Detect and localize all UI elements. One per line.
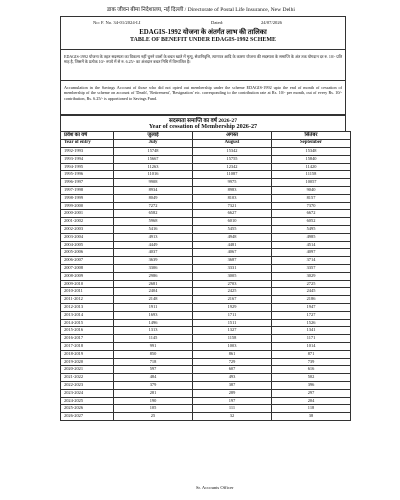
table-row (61, 272, 351, 280)
table-row (61, 171, 351, 179)
august-value-cell: 4067 (193, 249, 272, 257)
table-row (61, 210, 351, 218)
august-value-cell: 3005 (193, 272, 272, 280)
july-value-cell: 2986 (114, 272, 193, 280)
title-english: TABLE OF BENEFIT UNDER EDAGIS-1992 SCHEME (129, 37, 277, 43)
august-value-cell: 15342 (193, 148, 272, 156)
september-value-cell: 204 (272, 397, 351, 405)
july-value-cell: 4913 (114, 233, 193, 241)
table-row (61, 241, 351, 249)
table-row (61, 148, 351, 156)
july-value-cell: 8049 (114, 194, 193, 202)
table-row (61, 296, 351, 304)
september-value-cell: 6672 (272, 210, 351, 218)
july-value-cell: 5416 (114, 225, 193, 233)
september-value-cell: 739 (272, 358, 351, 366)
table-row (61, 233, 351, 241)
year-of-entry-cell: 2024-2025 (61, 397, 114, 405)
table-body (61, 148, 351, 421)
august-value-cell: 1711 (193, 311, 272, 319)
july-value-cell: 718 (114, 358, 193, 366)
year-of-entry-cell: 2026-2027 (61, 413, 114, 421)
august-value-cell: 6010 (193, 218, 272, 226)
year-of-entry-cell: 1993-1994 (61, 155, 114, 163)
august-value-cell: 2167 (193, 296, 272, 304)
august-value-cell: 1327 (193, 327, 272, 335)
august-value-cell: 12342 (193, 163, 272, 171)
september-value-cell: 7370 (272, 202, 351, 210)
july-value-cell: 1496 (114, 319, 193, 327)
table-caption-box (60, 114, 346, 132)
september-value-cell: 6052 (272, 218, 351, 226)
july-value-cell: 11263 (114, 163, 193, 171)
year-of-entry-cell: 2012-2013 (61, 303, 114, 311)
year-of-entry-cell: 2025-2026 (61, 405, 114, 413)
year-of-entry-cell: 2010-2011 (61, 288, 114, 296)
august-value-cell: 1929 (193, 303, 272, 311)
august-value-cell: 8103 (193, 194, 272, 202)
year-of-entry-cell: 1999-2000 (61, 202, 114, 210)
year-of-entry-cell: 2015-2016 (61, 327, 114, 335)
july-value-cell: 1313 (114, 327, 193, 335)
header-july-hindi: जुलाई (114, 132, 193, 140)
year-of-entry-cell: 2007-2008 (61, 264, 114, 272)
table-header-english (61, 140, 351, 148)
table-row (61, 405, 351, 413)
august-value-cell: 493 (193, 374, 272, 382)
year-of-entry-cell: 2000-2001 (61, 210, 114, 218)
header-year-hindi: प्रवेश का वर्ष (61, 132, 114, 140)
year-of-entry-cell: 2023-2024 (61, 389, 114, 397)
table-row (61, 327, 351, 335)
september-value-cell: 871 (272, 350, 351, 358)
year-of-entry-cell: 1995-1996 (61, 171, 114, 179)
september-value-cell: 616 (272, 366, 351, 374)
table-row (61, 218, 351, 226)
august-value-cell: 4948 (193, 233, 272, 241)
year-of-entry-cell: 2019-2020 (61, 358, 114, 366)
july-value-cell: 281 (114, 389, 193, 397)
august-value-cell: 111 (193, 405, 272, 413)
july-value-cell: 1911 (114, 303, 193, 311)
table-row (61, 319, 351, 327)
table-header-hindi (61, 132, 351, 140)
year-of-entry-cell: 1996-1997 (61, 179, 114, 187)
header-year-of-entry: Year of entry (61, 140, 114, 148)
july-value-cell: 379 (114, 381, 193, 389)
september-value-cell: 297 (272, 389, 351, 397)
hindi-paragraph-box (60, 49, 346, 81)
september-value-cell: 3714 (272, 257, 351, 265)
august-value-cell: 32 (193, 413, 272, 421)
signatory: Sr. Accounts Officer (196, 485, 234, 490)
title-hindi: EDAGIS-1992 योजना के अंतर्गत लाभ की तालिका (139, 29, 267, 36)
table-row (61, 280, 351, 288)
year-of-entry-cell: 2017-2018 (61, 342, 114, 350)
year-of-entry-cell: 2013-2014 (61, 311, 114, 319)
year-of-entry-cell: 1997-1998 (61, 186, 114, 194)
september-value-cell: 38 (272, 413, 351, 421)
august-value-cell: 607 (193, 366, 272, 374)
september-value-cell: 1171 (272, 335, 351, 343)
year-of-entry-cell: 2009-2010 (61, 280, 114, 288)
july-value-cell: 3639 (114, 257, 193, 265)
table-row (61, 342, 351, 350)
september-value-cell: 2725 (272, 280, 351, 288)
august-value-cell: 1158 (193, 335, 272, 343)
july-value-cell: 15748 (114, 148, 193, 156)
august-value-cell: 729 (193, 358, 272, 366)
table-row (61, 163, 351, 171)
table-row (61, 335, 351, 343)
year-of-entry-cell: 2004-2005 (61, 241, 114, 249)
september-value-cell: 2186 (272, 296, 351, 304)
table-row (61, 374, 351, 382)
september-value-cell: 10057 (272, 179, 351, 187)
hindi-paragraph: EDAGIS-1992 योजना के तहत सदस्यता का विकल्प नहीं चुनने वालों के बचत खाते में मृत्यु, सेवानिवृत्ति, त्यागपत्र आदि के कारण योजना की सदस्यता के समाप्ति के अंत तक योगदान दर रु. 10/- प्रति माह है, जिसमें के प्रत्येक 10/- रुपये में से रु. 6.25/- का अंशदान बचत निधि में विभाजित है। (64, 54, 342, 64)
september-value-cell: 4985 (272, 233, 351, 241)
july-value-cell: 4037 (114, 249, 193, 257)
september-value-cell: 1947 (272, 303, 351, 311)
july-value-cell: 484 (114, 374, 193, 382)
august-value-cell: 3687 (193, 257, 272, 265)
year-of-entry-cell: 2003-2004 (61, 233, 114, 241)
august-value-cell: 8983 (193, 186, 272, 194)
table-row (61, 413, 351, 421)
august-value-cell: 3331 (193, 264, 272, 272)
year-of-entry-cell: 2014-2015 (61, 319, 114, 327)
year-of-entry-cell: 1994-1995 (61, 163, 114, 171)
table-row (61, 288, 351, 296)
september-value-cell: 396 (272, 381, 351, 389)
july-value-cell: 2681 (114, 280, 193, 288)
july-value-cell: 1145 (114, 335, 193, 343)
year-of-entry-cell: 1998-1999 (61, 194, 114, 202)
august-value-cell: 387 (193, 381, 272, 389)
july-value-cell: 2148 (114, 296, 193, 304)
caption-english: Year of cessation of Membership 2026-27 (148, 123, 258, 130)
august-value-cell: 861 (193, 350, 272, 358)
august-value-cell: 289 (193, 389, 272, 397)
table-row (61, 179, 351, 187)
year-of-entry-cell: 1992-1993 (61, 148, 114, 156)
benefit-table (60, 131, 351, 421)
september-value-cell: 1014 (272, 342, 351, 350)
table-row (61, 257, 351, 265)
july-value-cell: 190 (114, 397, 193, 405)
header-august: August (193, 140, 272, 148)
july-value-cell: 991 (114, 342, 193, 350)
july-value-cell: 850 (114, 350, 193, 358)
july-value-cell: 9908 (114, 179, 193, 187)
file-number: No: F. No. 34-01/2024-LI (93, 20, 141, 25)
september-value-cell: 15840 (272, 155, 351, 163)
september-value-cell: 15348 (272, 148, 351, 156)
september-value-cell: 4514 (272, 241, 351, 249)
table-row (61, 366, 351, 374)
july-value-cell: 8934 (114, 186, 193, 194)
header-july: July (114, 140, 193, 148)
year-of-entry-cell: 2005-2006 (61, 249, 114, 257)
august-value-cell: 1003 (193, 342, 272, 350)
table-row (61, 381, 351, 389)
august-value-cell: 4481 (193, 241, 272, 249)
july-value-cell: 7272 (114, 202, 193, 210)
english-paragraph-box (60, 80, 346, 116)
september-value-cell: 11420 (272, 163, 351, 171)
table-row (61, 225, 351, 233)
table-row (61, 389, 351, 397)
august-value-cell: 6627 (193, 210, 272, 218)
august-value-cell: 197 (193, 397, 272, 405)
august-value-cell: 7321 (193, 202, 272, 210)
august-value-cell: 5455 (193, 225, 272, 233)
september-value-cell: 1526 (272, 319, 351, 327)
september-value-cell: 3029 (272, 272, 351, 280)
year-of-entry-cell: 2001-2002 (61, 218, 114, 226)
table-row (61, 303, 351, 311)
july-value-cell: 11016 (114, 171, 193, 179)
table-row (61, 186, 351, 194)
september-value-cell: 3357 (272, 264, 351, 272)
year-of-entry-cell: 2016-2017 (61, 335, 114, 343)
august-value-cell: 11087 (193, 171, 272, 179)
table-row (61, 397, 351, 405)
year-of-entry-cell: 2020-2021 (61, 366, 114, 374)
year-of-entry-cell: 2011-2012 (61, 296, 114, 304)
caption-hindi: सदस्यता समाप्ति का वर्ष 2026-27 (168, 118, 238, 124)
july-value-cell: 6582 (114, 210, 193, 218)
header-september-hindi: सितंबर (272, 132, 351, 140)
september-value-cell: 118 (272, 405, 351, 413)
july-value-cell: 3306 (114, 264, 193, 272)
august-value-cell: 1511 (193, 319, 272, 327)
august-value-cell: 2703 (193, 280, 272, 288)
year-of-entry-cell: 2021-2022 (61, 374, 114, 382)
september-value-cell: 2445 (272, 288, 351, 296)
table-row (61, 194, 351, 202)
july-value-cell: 105 (114, 405, 193, 413)
year-of-entry-cell: 2022-2023 (61, 381, 114, 389)
july-value-cell: 2404 (114, 288, 193, 296)
directorate-header: डाक जीवन बीमा निदेशालय, नई दिल्ली / Directorate of Postal Life Insurance, New Delhi (107, 7, 295, 13)
september-value-cell: 4097 (272, 249, 351, 257)
table-row (61, 249, 351, 257)
order-heading-box (60, 16, 346, 50)
july-value-cell: 25 (114, 413, 193, 421)
table-row (61, 155, 351, 163)
august-value-cell: 9975 (193, 179, 272, 187)
september-value-cell: 9040 (272, 186, 351, 194)
september-value-cell: 1341 (272, 327, 351, 335)
september-value-cell: 1727 (272, 311, 351, 319)
september-value-cell: 502 (272, 374, 351, 382)
dated-label: Dated: (211, 20, 224, 25)
year-of-entry-cell: 2006-2007 (61, 257, 114, 265)
table-row (61, 350, 351, 358)
year-of-entry-cell: 2002-2003 (61, 225, 114, 233)
header-august-hindi: अगस्त (193, 132, 272, 140)
september-value-cell: 5495 (272, 225, 351, 233)
year-of-entry-cell: 2008-2009 (61, 272, 114, 280)
august-value-cell: 15755 (193, 155, 272, 163)
dated-value: 24/07/2026 (261, 20, 282, 25)
july-value-cell: 15667 (114, 155, 193, 163)
table-row (61, 311, 351, 319)
july-value-cell: 1693 (114, 311, 193, 319)
september-value-cell: 8157 (272, 194, 351, 202)
july-value-cell: 5968 (114, 218, 193, 226)
table-row (61, 264, 351, 272)
table-row (61, 358, 351, 366)
august-value-cell: 2425 (193, 288, 272, 296)
september-value-cell: 11158 (272, 171, 351, 179)
july-value-cell: 4449 (114, 241, 193, 249)
table-row (61, 202, 351, 210)
english-paragraph: Accumulation in the Savings Account of those who did not opted out membership under the scheme EDAGIS-1992 upto the end of month of cessation of membership of the scheme on account of 'Death', 'Retirement', 'Resignation' etc. corresponding to the contribution rate at Rs. 10/- per month, out of every Rs. 10/- contribution, Rs. 6.25/- is apportioned to Savings Fund. (64, 85, 342, 101)
header-september: September (272, 140, 351, 148)
july-value-cell: 597 (114, 366, 193, 374)
year-of-entry-cell: 2018-2019 (61, 350, 114, 358)
